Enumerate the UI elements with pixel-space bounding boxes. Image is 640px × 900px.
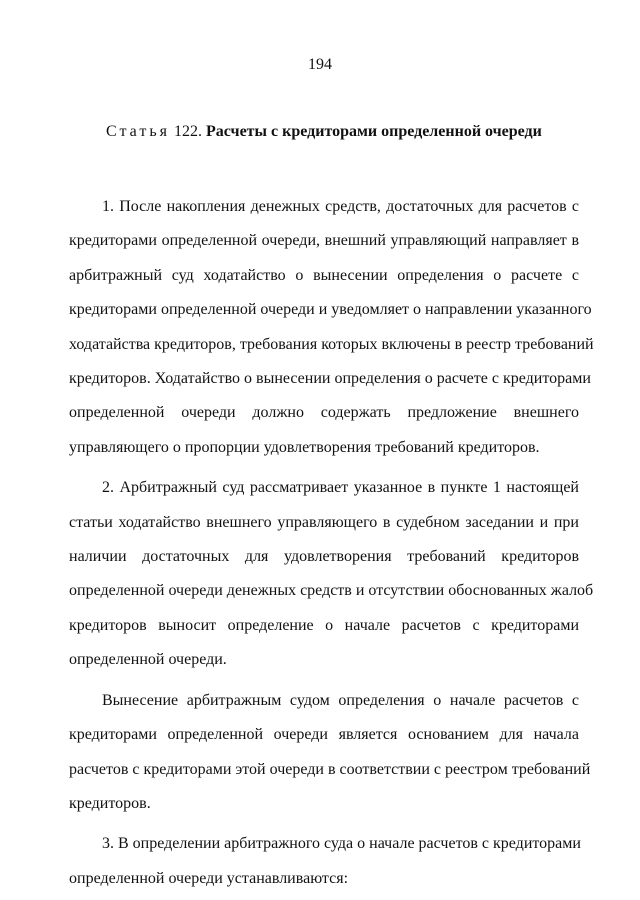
article-body [69,190,594,896]
text-line: ходатайства кредиторов, требования которых включены в реестр требований [69,335,594,353]
article-heading [106,123,542,141]
paragraph-4 [69,827,579,896]
paragraph-1 [69,190,594,465]
text-line: наличии достаточных для удовлетворения требований кредиторов [69,548,579,566]
text-line: кредиторами определенной очереди и уведомляет о направлении указанного [69,301,592,319]
article-title: Расчеты с кредиторами определенной очереди [205,123,542,140]
text-line: кредиторов. [69,794,151,812]
text-line: определенной очереди. [69,651,227,669]
text-line: определенной очереди устанавливаются: [69,869,349,887]
text-line: расчетов с кредиторами этой очереди в соответствии с реестром требований [69,760,591,778]
paragraph-3 [69,684,591,822]
text-line: 2. Арбитражный суд рассматривает указанное в пункте 1 настоящей [102,479,579,497]
text-line: арбитражный суд ходатайство о вынесении определения о расчете с [69,266,579,284]
text-line: 1. После накопления денежных средств, достаточных для расчетов с [102,198,579,215]
text-line: Вынесение арбитражным судом определения о начале расчетов с [102,691,579,709]
text-line: статьи ходатайство внешнего управляющего в судебном заседании и при [69,513,579,531]
text-line: кредиторов. Ходатайство о вынесении определения о расчете с кредиторами [69,370,591,388]
text-line: управляющего о пропорции удовлетворения требований кредиторов. [69,438,540,456]
paragraph-2 [69,471,594,677]
text-line: кредиторами определенной очереди, внешний управляющий направляет в [69,232,579,250]
text-line: 3. В определении арбитражного суда о начале расчетов с кредиторами [102,835,581,853]
text-line: определенной очереди должно содержать предложение внешнего [69,404,579,422]
article-number: 122. [173,123,202,140]
page-number: 194 [308,56,332,73]
text-line: кредиторами определенной очереди является основанием для начала [69,726,579,744]
text-line: определенной очереди денежных средств и отсутствии обоснованных жалоб [69,582,594,600]
text-line: кредиторов выносит определение о начале расчетов с кредиторами [69,616,579,634]
article-label: Статья [106,123,170,140]
